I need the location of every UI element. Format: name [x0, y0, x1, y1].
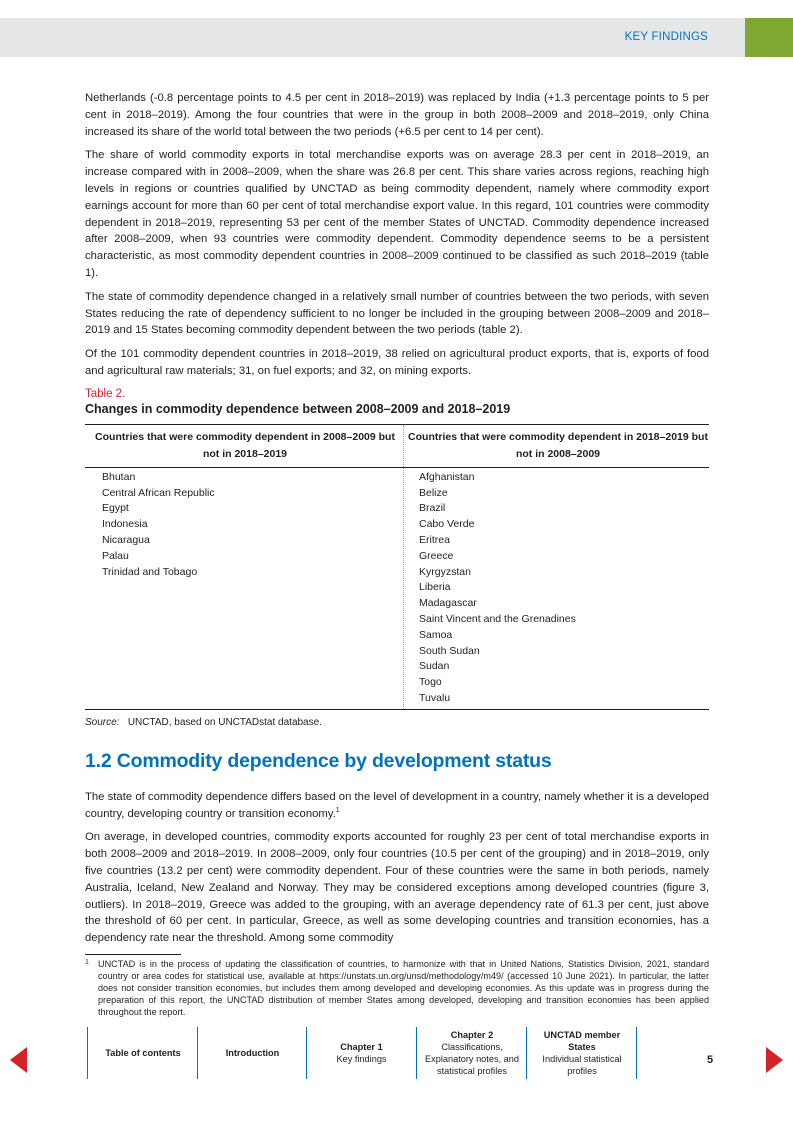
- nav-divider: [526, 1027, 527, 1079]
- list-item: Samoa: [419, 628, 453, 641]
- list-item: Madagascar: [419, 597, 477, 610]
- nav-member-states[interactable]: [528, 1027, 636, 1079]
- nav-label: Table of contents: [105, 1048, 181, 1058]
- table-column-divider: [403, 425, 404, 709]
- nav-introduction[interactable]: [199, 1027, 306, 1079]
- list-item: Nicaragua: [102, 533, 150, 546]
- list-item: Sudan: [419, 660, 450, 673]
- footnote-number: 1: [85, 958, 89, 966]
- table-source: [85, 716, 709, 729]
- footnote-text: UNCTAD is in the process of updating the classification of countries, to harmonize with that in United Nations, Statistics Division, 2021, standard country or area codes for statistical use, available at https://unstats.un.org/unsd/methodology/m49/ (accessed 10 June 2021). In particular, the latter does not consider transition economies, but includes them among developed and developing economies. As this update was in progress during the preparation of this report, the UNCTAD distribution of member States among developed, developing and transition economies has been applied throughout the report.: [98, 958, 709, 1018]
- list-item: Saint Vincent and the Grenadines: [419, 612, 576, 625]
- previous-page-arrow-icon[interactable]: [10, 1047, 27, 1073]
- nav-divider: [306, 1027, 307, 1079]
- paragraph: [85, 789, 709, 823]
- list-item: Belize: [419, 486, 448, 499]
- paragraph: Netherlands (-0.8 percentage points to 4.5 per cent in 2018–2019) was replaced by India (+1.3 percentage points to 5 per cent in 2018–2019). Among the four countries that were in the group in both 2008–2009 and 2018–2019, only China increased its share of the world total between the two periods (+6.5 per cent to 14 per cent).: [85, 92, 709, 138]
- page-number: 5: [707, 1054, 714, 1066]
- footer-navigation: [87, 1027, 639, 1079]
- nav-divider: [197, 1027, 198, 1079]
- nav-divider: [416, 1027, 417, 1079]
- nav-label: Introduction: [225, 1048, 280, 1058]
- section-label: KEY FINDINGS: [624, 31, 708, 43]
- left-country-list: [102, 470, 215, 581]
- nav-table-of-contents[interactable]: [89, 1027, 197, 1079]
- list-item: Eritrea: [419, 533, 450, 546]
- list-item: Brazil: [419, 502, 446, 515]
- list-item: Trinidad and Tobago: [102, 565, 198, 578]
- list-item: Greece: [419, 549, 454, 562]
- nav-label: Chapter 2: [450, 1030, 494, 1040]
- source-text: UNCTAD, based on UNCTADstat database.: [127, 716, 322, 728]
- paragraph: Of the 101 commodity dependent countries in 2018–2019, 38 relied on agricultural product exports, that is, exports of food and agricultural raw materials; 31, on fuel exports; and 32, on mining exports.: [85, 348, 709, 377]
- paragraph: The state of commodity dependence changed in a relatively small number of countries between the two periods, with seven States reducing the rate of dependency sufficient to no longer be included in the grouping between 2008–2009 and 2018–2019 and 15 States becoming commodity dependent between the two periods (table 2).: [85, 290, 709, 337]
- list-item: Afghanistan: [419, 470, 475, 483]
- right-country-list: [419, 470, 576, 707]
- nav-label: Chapter 1: [340, 1042, 383, 1052]
- footnote-rule: [85, 954, 181, 955]
- list-item: Egypt: [102, 502, 129, 515]
- table-header-right: Countries that were commodity dependent in 2018–2019 but not in 2008–2009: [408, 430, 708, 460]
- paragraph: On average, in developed countries, commodity exports accounted for roughly 23 per cent of total merchandise exports in both 2008–2009 and 2018–2019. In 2008–2009, only four countries (10.5 per cent of the grouping) and in 2018–2019, only five countries (13.2 per cent) were commodity dependent. Four of these countries were the same in both periods, namely Australia, Iceland, New Zealand and Norway. They may be considered exceptions among developed countries (figure 3, outliers). In 2018–2019, Greece was added to the grouping, with an average dependency rate of 61.3 per cent, just above the threshold of 60 per cent. In particular, Greece, as well as some developing countries and transition economies, has a dependency rate near the threshold. Among some commodity: [85, 831, 709, 945]
- list-item: Cabo Verde: [419, 518, 475, 531]
- list-item: Liberia: [419, 581, 451, 594]
- footnote-ref[interactable]: 1: [335, 806, 340, 814]
- list-item: Central African Republic: [102, 486, 215, 499]
- nav-chapter-2[interactable]: [418, 1027, 526, 1079]
- table-header-left: Countries that were commodity dependent in 2008–2009 but not in 2018–2019: [95, 430, 395, 460]
- footnote: [85, 958, 709, 1018]
- list-item: Indonesia: [102, 518, 148, 531]
- nav-divider: [636, 1027, 637, 1079]
- nav-sublabel: Key findings: [336, 1054, 387, 1064]
- list-item: Palau: [102, 549, 129, 562]
- paragraph-text: The state of commodity dependence differs based on the level of development in a country, namely whether it is a developed country, developing country or transition economy.: [85, 790, 709, 820]
- commodity-change-table: [85, 424, 709, 710]
- table-header-rule: [85, 467, 709, 468]
- list-item: South Sudan: [419, 644, 480, 657]
- table-label: Table 2.: [85, 387, 126, 400]
- next-page-arrow-icon[interactable]: [766, 1047, 783, 1073]
- nav-label: UNCTAD member States: [543, 1030, 621, 1052]
- source-label: Source:: [85, 716, 120, 728]
- list-item: Kyrgyzstan: [419, 565, 471, 578]
- nav-chapter-1[interactable]: [308, 1027, 415, 1079]
- page-content: [85, 90, 709, 1018]
- nav-divider: [87, 1027, 88, 1079]
- list-item: Tuvalu: [419, 691, 451, 704]
- list-item: Togo: [419, 676, 442, 689]
- table-title: Changes in commodity dependence between 2008–2009 and 2018–2019: [85, 401, 511, 416]
- nav-sublabel: Classifications, Explanatory notes, and statistical profiles: [425, 1042, 519, 1076]
- header-accent-block: [745, 18, 793, 57]
- paragraph: The share of world commodity exports in total merchandise exports was on average 28.3 per cent in 2018–2019, an increase compared with in 2008–2009, when the share was 26.8 per cent. This share varies across regions, reaching high levels in regions or countries qualified by UNCTAD as being commodity dependent, namely where commodity export earnings account for more than 60 per cent of total merchandise export value. In this regard, 101 countries were commodity dependent in 2018–2019, representing 53 per cent of the member States of UNCTAD. Commodity dependence increased after 2008–2009, when 93 countries were commodity dependent. Commodity dependence seems to be a persistent characteristic, as most commodity dependent countries in 2008–2009 continued to be classified as such 2018–2019 (table 1).: [85, 149, 709, 279]
- list-item: Bhutan: [102, 470, 136, 483]
- nav-sublabel: Individual statistical profiles: [542, 1054, 622, 1076]
- section-heading: 1.2 Commodity dependence by development status: [85, 749, 552, 772]
